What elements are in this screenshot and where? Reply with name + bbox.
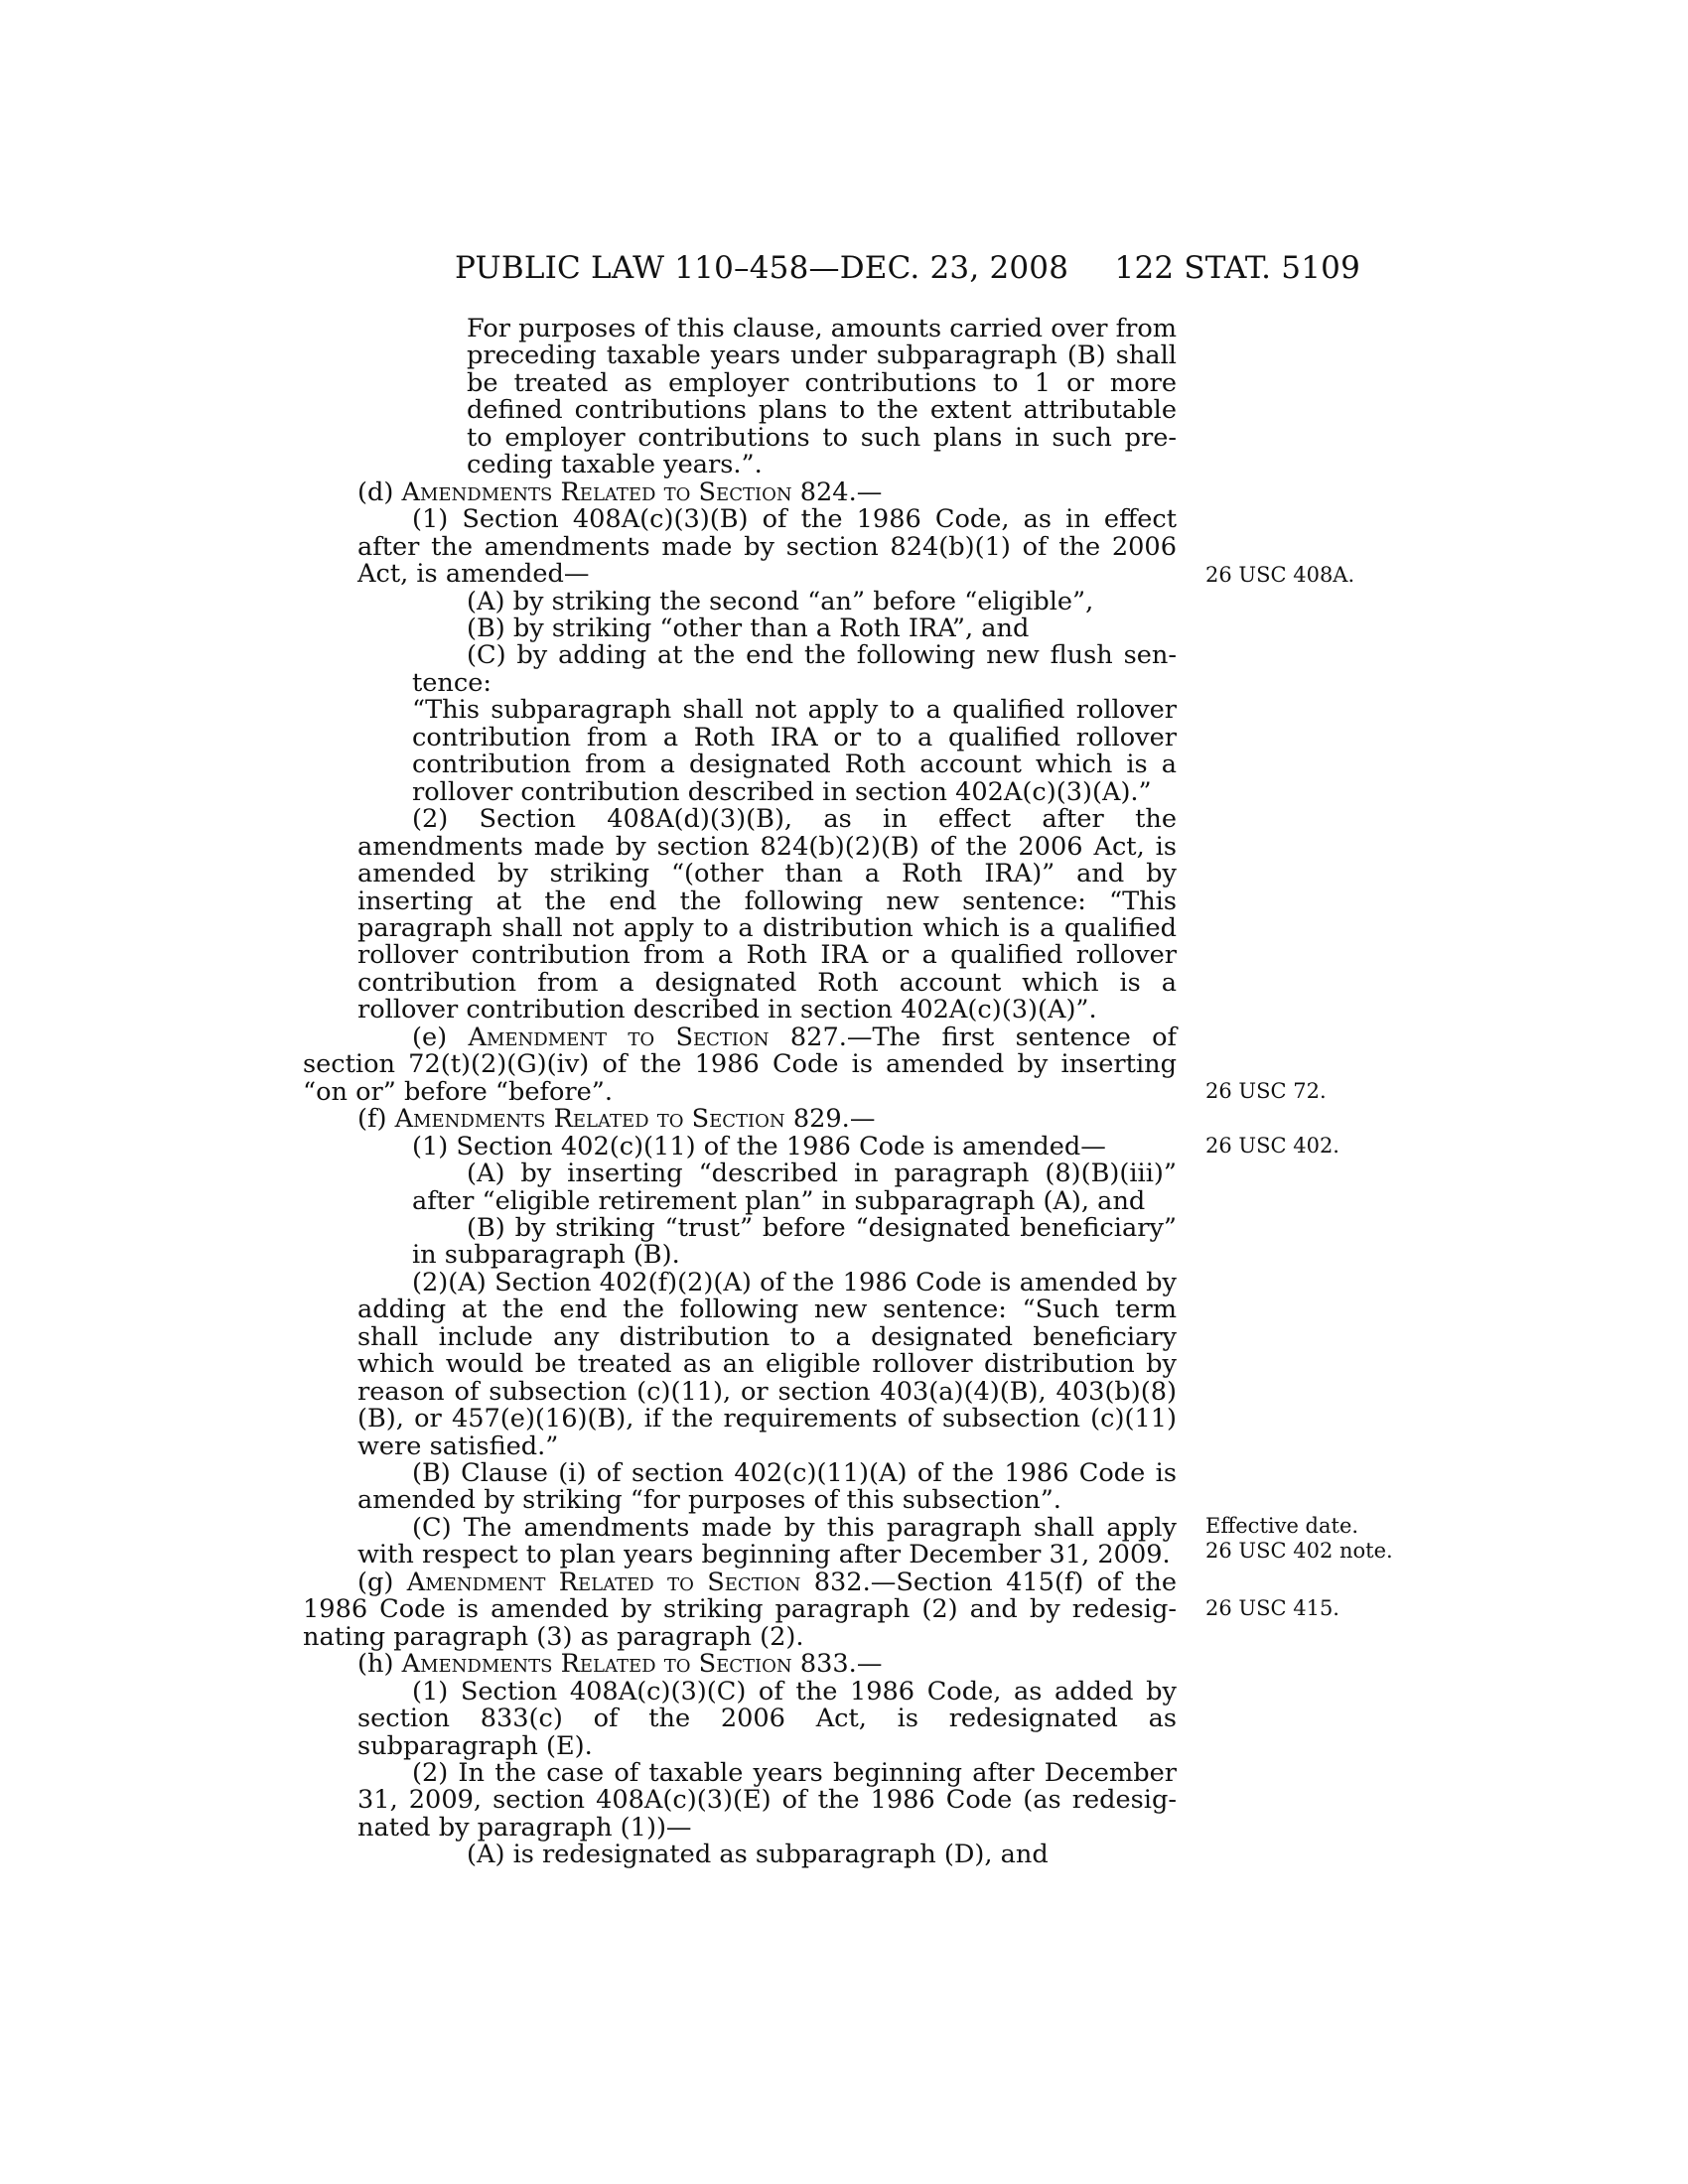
subsection-f-heading: (f) Amendments Related to Section 829.— xyxy=(357,1104,876,1135)
subparagraph-f-1-b: (B) by striking “trust” before “designated beneficiary” in subparagraph (B). xyxy=(412,1212,1177,1271)
margin-note-26-usc-72: 26 USC 72. xyxy=(1205,1079,1327,1103)
paragraph-continuation: For purposes of this clause, amounts carried over from preceding taxable years under subparagraph (B) shall be treated as employer contributions to 1 or more defined contributions plans to the extent attributable to employer contributions to such plans in such pre-ceding taxable years.”. xyxy=(467,314,1177,480)
margin-note-effective-date: Effective date. xyxy=(1205,1514,1359,1538)
paragraph-d-1: (1) Section 408A(c)(3)(B) of the 1986 Code, as in effect after the amendments made by section 824(b)(1) of the 2006 Act, is amended— xyxy=(357,504,1177,590)
flush-sentence-quote: “This subparagraph shall not apply to a qualified rollover contribution from a Roth IRA or to a qualified rollover contribution from a designated Roth account which is a rollover contribution described in section 402A(c)(3)(A).” xyxy=(412,695,1177,807)
paragraph-h-1: (1) Section 408A(c)(3)(C) of the 1986 Code, as added by section 833(c) of the 2006 Act, is redesignated as subparagraph (E). xyxy=(357,1676,1177,1761)
subsection-e: (e) Amendment to Section 827.—The first sentence of section 72(t)(2)(G)(iv) of the 1986 Code is amended by inserting “on or” before “before”. xyxy=(303,1022,1177,1107)
subparagraph-d-1-b: (B) by striking “other than a Roth IRA”, and xyxy=(467,613,1030,643)
subsection-h-heading: (h) Amendments Related to Section 833.— xyxy=(357,1649,883,1680)
margin-note-26-usc-402-note: 26 USC 402 note. xyxy=(1205,1539,1393,1563)
page-header-left: PUBLIC LAW 110–458—DEC. 23, 2008 xyxy=(455,250,1069,286)
paragraph-d-2: (2) Section 408A(d)(3)(B), as in effect after the amendments made by section 824(b)(2)(B) of the 2006 Act, is amended by striking “(other than a Roth IRA)” and by inserting at the end the following new sentence: “This paragraph shall not apply to a distribution which is a qualified rollover contribution from a Roth IRA or a qualified rollover contribution from a designated Roth account which is a rollover contribution described in section 402A(c)(3)(A)”. xyxy=(357,804,1177,1025)
margin-note-26-usc-408a: 26 USC 408A. xyxy=(1205,563,1355,587)
body-text xyxy=(303,316,1177,1869)
paragraph-h-2: (2) In the case of taxable years beginning after December 31, 2009, section 408A(c)(3)(E) of the 1986 Code (as redesig-nated by paragraph (1))— xyxy=(357,1758,1177,1843)
subparagraph-d-1-c: (C) by adding at the end the following new flush sen-tence: xyxy=(412,640,1177,698)
paragraph-f-2-a: (2)(A) Section 402(f)(2)(A) of the 1986 Code is amended by adding at the end the following new sentence: “Such term shall include any distribution to a designated beneficiary which would be treated as an eligible rollover distribution by reason of subsection (c)(11), or section 403(a)(4)(B), 403(b)(8)(B), or 457(e)(16)(B), if the requirements of subsection (c)(11) were satisfied.” xyxy=(357,1267,1177,1461)
subparagraph-d-1-a: (A) by striking the second “an” before “eligible”, xyxy=(467,586,1094,616)
page-header-right: 122 STAT. 5109 xyxy=(1114,250,1360,286)
subparagraph-h-2-a: (A) is redesignated as subparagraph (D), and xyxy=(467,1840,1049,1870)
margin-note-26-usc-415: 26 USC 415. xyxy=(1205,1596,1339,1620)
subsection-d-heading: (d) Amendments Related to Section 824.— xyxy=(357,477,883,507)
paragraph-f-2-c: (C) The amendments made by this paragraph shall apply with respect to plan years beginning after December 31, 2009. xyxy=(357,1512,1177,1570)
paragraph-f-2-b: (B) Clause (i) of section 402(c)(11)(A) of the 1986 Code is amended by striking “for purposes of this subsection”. xyxy=(357,1458,1177,1516)
paragraph-f-1: (1) Section 402(c)(11) of the 1986 Code is amended— xyxy=(412,1131,1106,1161)
subsection-g: (g) Amendment Related to Section 832.—Section 415(f) of the 1986 Code is amended by striking paragraph (2) and by redesig-nating paragraph (3) as paragraph (2). xyxy=(303,1567,1177,1652)
subparagraph-f-1-a: (A) by inserting “described in paragraph (8)(B)(iii)” after “eligible retirement plan” in subparagraph (A), and xyxy=(412,1159,1177,1216)
margin-note-26-usc-402: 26 USC 402. xyxy=(1205,1134,1339,1158)
